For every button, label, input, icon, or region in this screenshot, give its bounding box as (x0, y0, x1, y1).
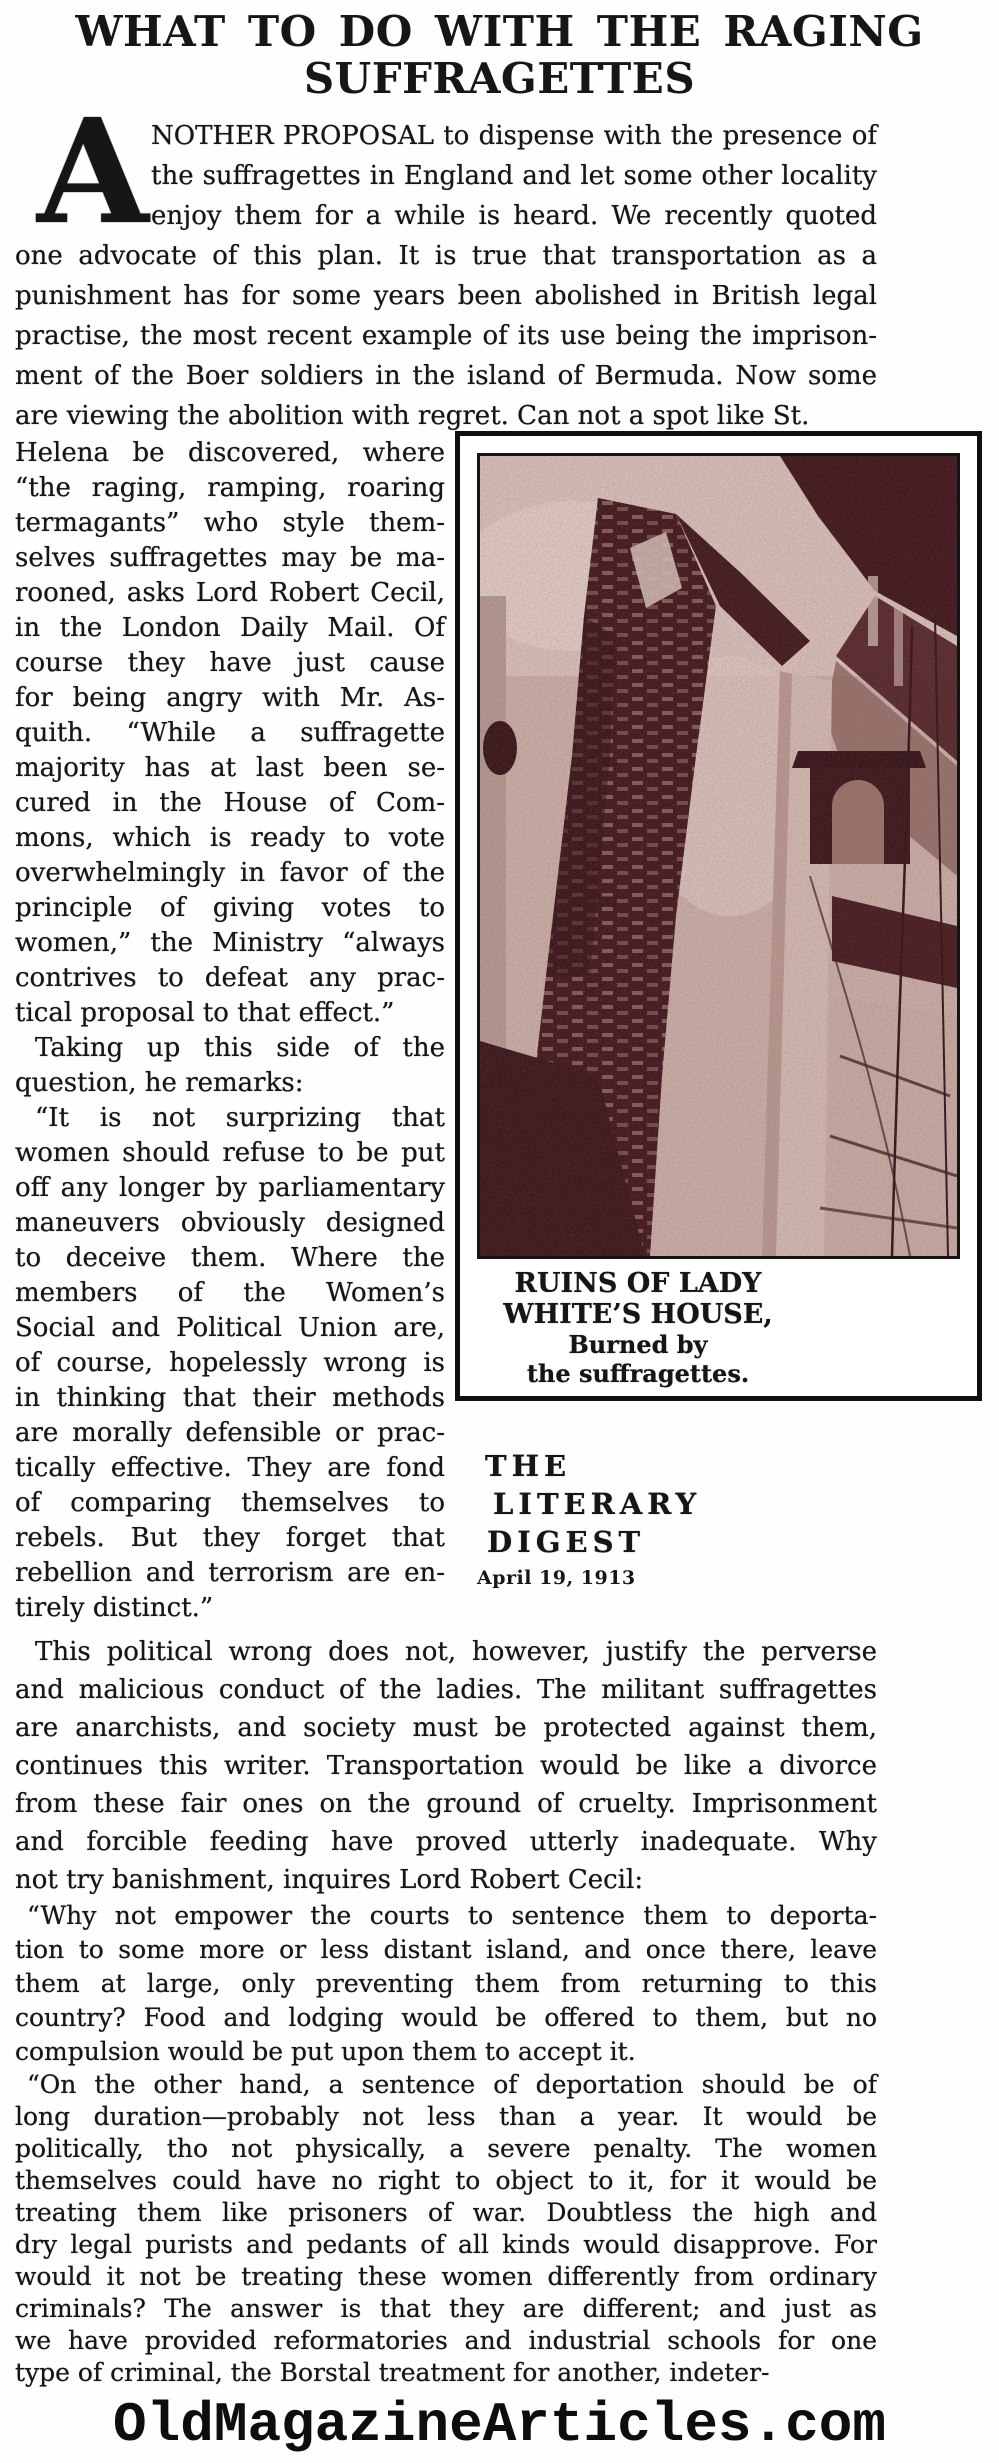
footer-watermark: OldMagazineArticles.com (113, 2393, 886, 2457)
left-text-column (15, 436, 445, 1626)
attribution-date: April 19, 1913 (477, 1567, 636, 1589)
article-title-line1: WHAT TO DO WITH THE RAGING (75, 7, 924, 56)
body-quote-paragraph-1: “Why not empower the courts to sentence them to deporta- tion to some more or less distant island, and once there, leave them at large, only preventing them from returning to this country? Food and lodging would be offered to them, but no compulsion would be put upon them to accept it. (15, 1901, 877, 2066)
body-paragraph-2: This political wrong does not, however, justify the perverse and malicious conduct of the ladies. The militant suffragettes are anarchists, and society must be protected against them, continues this writer. Transportation would be like a divorce from these fair ones on the ground of cruelty. Imprisonment and forcible feeding have proved utterly inadequate. Why not try banishment, inquires Lord Robert Cecil: (15, 1637, 877, 1895)
left-column-paragraph-2: Taking up this side of the question, he remarks: (15, 1033, 445, 1098)
body-quote-paragraph-2: “On the other hand, a sentence of deportation should be of long duration—probably not less than a year. It would be politically, tho not physically, a severe penalty. The women themselves could have no right to object to it, for it would be treating them like prisoners of war. Doubtless the high and dry legal purists and pedants of all kinds would disapprove. For would it not be treating these women differently from ordinary criminals? The answer is that they are different; and just as we have provided reformatories and industrial schools for one type of criminal, the Borstal treatment for another, indeter- (15, 2070, 877, 2387)
ruins-photo-illustration (480, 456, 957, 1256)
left-column-paragraph-1: Helena be discovered, where “the raging, ramping, roaring termagants” who style them- selves suffragettes may be ma- rooned, asks Lord Robert Cecil, in the London Daily Mail. Of course they have just cause for being angry with Mr. As- quith. “While a suffragette majority has at last been se- cured in the House of Com- mons, which is ready to vote overwhelmingly in favor of the principle of giving votes to women,” the Ministry “always contrives to defeat any prac- tical proposal to that effect.” (15, 438, 445, 1028)
intro-paragraph-lines: NOTHER PROPOSAL to dispense with the presence of the suffragettes in England and let some other locality enjoy them for a while is heard. We recently quoted one advocate of this plan. It is true that transportation as a punishment has for some years been abolished in British legal practise, the most recent example of its use being the imprison- ment of the Boer soldiers in the island of Bermuda. Now some are viewing the abolition with regret. Can not a spot like St. (15, 121, 877, 431)
right-column (455, 431, 982, 1589)
article-title (0, 0, 999, 102)
photo-caption: RUINS OF LADY WHITE’S HOUSE, Burned by the suffragettes. (503, 1268, 773, 1388)
left-column-paragraph-3: “It is not surprizing that women should refuse to be put off any longer by parliamentary maneuvers obviously designed to deceive them. Where the members of the Women’s Social and Political Union are, of course, hopelessly wrong is in thinking that their methods are morally defensible or prac- tically effective. They are fond of comparing themselves to rebels. But they forget that rebellion and terrorism are en- tirely distinct.” (15, 1103, 445, 1623)
article-title-line2: SUFFRAGETTES (303, 54, 696, 103)
attribution-masthead: THE LITERARY DIGEST (485, 1449, 702, 1559)
ruins-photo (477, 453, 960, 1259)
photo-frame (455, 431, 982, 1401)
drop-cap-letter: A (37, 87, 149, 256)
intro-paragraph (15, 87, 877, 436)
two-column-section (0, 436, 999, 1633)
literary-digest-attribution (477, 1447, 982, 1589)
